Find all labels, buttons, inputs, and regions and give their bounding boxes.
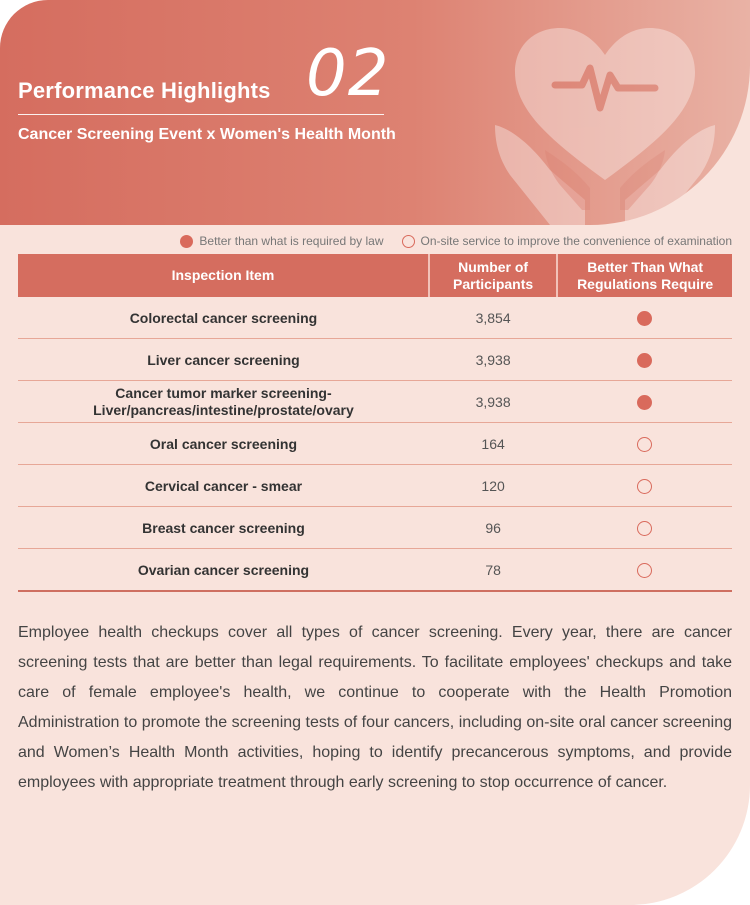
cell-better-than-regulations	[557, 423, 732, 465]
title-divider	[18, 114, 384, 115]
cell-better-than-regulations	[557, 297, 732, 339]
filled-dot-icon	[637, 395, 652, 410]
table-row	[18, 423, 732, 465]
table-row	[18, 549, 732, 592]
header-participants: Number of Participants	[429, 254, 557, 297]
table-row	[18, 465, 732, 507]
table-header-row	[18, 254, 732, 297]
table-row	[18, 297, 732, 339]
table-row	[18, 339, 732, 381]
cell-inspection-item: Cervical cancer - smear	[18, 465, 429, 507]
page-title: Performance Highlights	[18, 78, 271, 103]
filled-dot-icon	[180, 235, 193, 248]
legend-filled-label: Better than what is required by law	[199, 234, 384, 248]
header-inspection-item: Inspection Item	[18, 254, 429, 297]
cell-better-than-regulations	[557, 549, 732, 592]
cell-inspection-item: Colorectal cancer screening	[18, 297, 429, 339]
cell-better-than-regulations	[557, 381, 732, 423]
cell-inspection-item: Liver cancer screening	[18, 339, 429, 381]
cell-participants: 3,938	[429, 381, 557, 423]
header-banner	[0, 0, 750, 225]
cell-participants: 78	[429, 549, 557, 592]
cell-participants: 3,938	[429, 339, 557, 381]
cell-better-than-regulations	[557, 339, 732, 381]
cell-participants: 96	[429, 507, 557, 549]
cell-inspection-item: Oral cancer screening	[18, 423, 429, 465]
legend	[180, 234, 732, 248]
description-paragraph: Employee health checkups cover all types of cancer screening. Every year, there are cancer screening tests that are better than legal requirements. To facilitate employees' checkups and take care of female employee's health, we continue to cooperate with the Health Promotion Administration to promote the screening tests of four cancers, including on-site oral cancer screening and Women’s Health Month activities, hoping to identify precancerous symptoms, and provide employees with appropriate treatment through early screening to stop occurrence of cancer.	[18, 624, 732, 791]
cell-inspection-item: Breast cancer screening	[18, 507, 429, 549]
empty-circle-icon	[637, 437, 652, 452]
screening-table	[18, 254, 732, 592]
cell-participants: 164	[429, 423, 557, 465]
cell-better-than-regulations	[557, 507, 732, 549]
table-row	[18, 381, 732, 423]
legend-empty-label: On-site service to improve the convenience of examination	[420, 234, 732, 248]
table-row	[18, 507, 732, 549]
filled-dot-icon	[637, 311, 652, 326]
empty-circle-icon	[637, 521, 652, 536]
heart-in-hands-icon	[490, 10, 720, 225]
cell-participants: 3,854	[429, 297, 557, 339]
empty-circle-icon	[402, 235, 415, 248]
cell-inspection-item: Ovarian cancer screening	[18, 549, 429, 592]
cell-participants: 120	[429, 465, 557, 507]
page-subtitle: Cancer Screening Event x Women's Health Month	[18, 126, 396, 143]
empty-circle-icon	[637, 563, 652, 578]
header-better-than-regulations: Better Than What Regulations Require	[557, 254, 732, 297]
section-number: 02	[306, 37, 390, 111]
empty-circle-icon	[637, 479, 652, 494]
cell-inspection-item: Cancer tumor marker screening- Liver/pancreas/intestine/prostate/ovary	[18, 381, 429, 423]
cell-better-than-regulations	[557, 465, 732, 507]
filled-dot-icon	[637, 353, 652, 368]
